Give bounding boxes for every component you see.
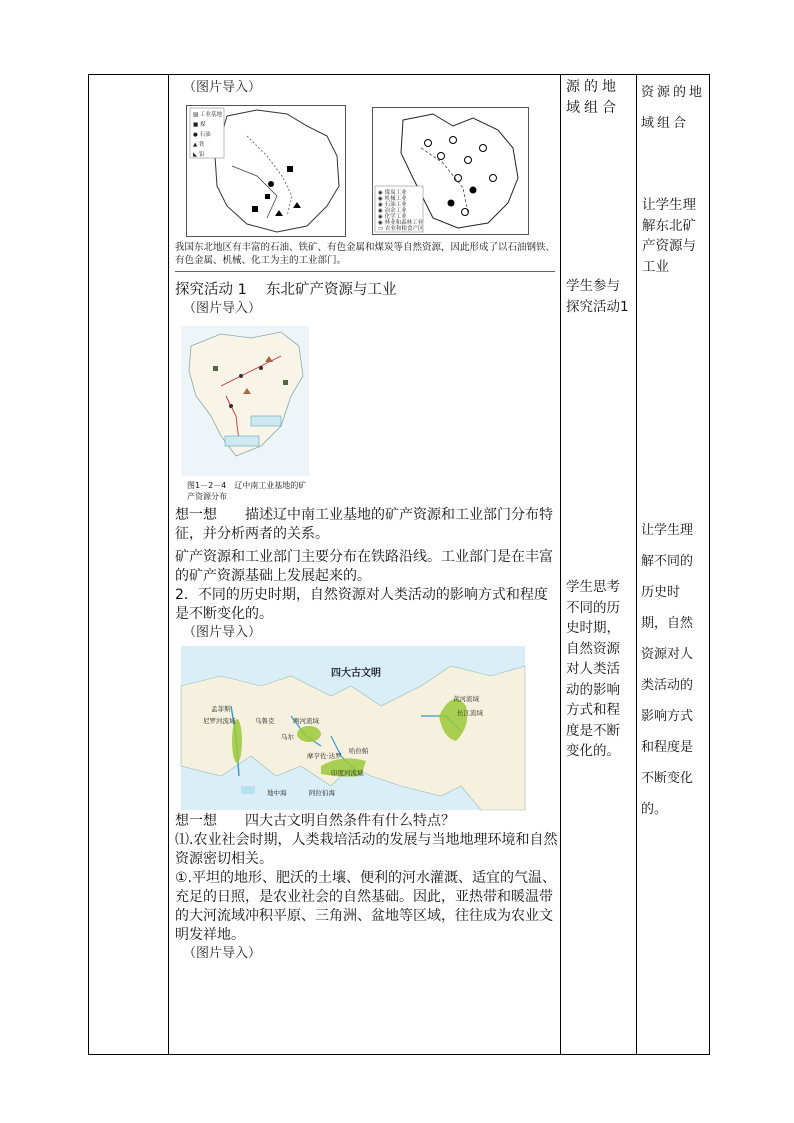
map-note: 我国东北地区有丰富的石油、铁矿、有色金属和煤炭等自然资源，因此形成了以石油钢铁、有色金属、机械、化工为主的工业部门。	[175, 242, 556, 266]
map4-label-8: 黄河流域	[453, 695, 479, 703]
map2-legend-2: 石油工业	[384, 202, 407, 208]
image-caption-3: （图片导入）	[183, 625, 262, 640]
map3-caption: 图1－2－4 辽中南工业基地的矿产资源分布	[187, 481, 307, 501]
student-activity-cell	[561, 75, 637, 1055]
map1-legend-1: 煤	[199, 122, 206, 128]
paragraph-2: ①.平坦的地形、肥沃的土壤、便利的河水灌溉、适宜的气温、充足的日照，是农业社会的自然基础。因此，亚热带和暖温带的大河流域冲积平原、三角洲、盆地等区域，往往成为农业文明发祥地。	[175, 870, 556, 943]
northeast-industry-map: ◉ 煤炭工业 ◉ 机械工业 ◉ 石油工业 ◉ 冶金工业 ◉ 化学工业 ◉ 林业和森林工业 ▭ 农业和粮食产区	[372, 107, 529, 235]
map4-label-3: 两河流域	[293, 717, 319, 725]
map4-label-6: 印度河流域	[331, 769, 364, 777]
map4-label-5: 摩亨佐·达罗	[307, 752, 342, 760]
col4-text-3: 让学生理解不同的历史时期，自然资源对人类活动的影响方式和程度是不断变化的。	[641, 523, 694, 817]
map2-legend-3: 冶金工业	[384, 208, 407, 214]
content-cell	[169, 75, 561, 1055]
map4-label-0: 孟菲斯	[211, 705, 231, 713]
map4-label-2: 乌鲁克	[255, 717, 275, 725]
map4-label-11: 阿拉伯海	[309, 789, 335, 797]
map1-legend-2: 石油	[199, 132, 211, 138]
col4-text-2: 让学生理解东北矿产资源与工业	[642, 197, 696, 275]
map2-legend-1: 机械工业	[384, 196, 407, 202]
map1-legend-4: 铝	[198, 152, 205, 158]
map4-label-1: 尼罗河流域	[203, 717, 236, 725]
image-caption-1: （图片导入）	[183, 80, 262, 95]
liaoning-resource-map	[181, 326, 309, 501]
northeast-resource-map: ▨ 工业基地 ■ 煤 ● 石油 ▲ 铁 ◣ 铝	[186, 105, 346, 237]
paragraph-1: ⑴.农业社会时期，人类栽培活动的发展与当地地理环境和自然资源密切相关。	[175, 832, 558, 867]
col3-text-3: 学生思考不同的历史时期，自然资源对人类活动的影响方式和程度是不断变化的。	[566, 579, 620, 759]
image-caption-4: （图片导入）	[183, 946, 262, 961]
column-1-cell	[89, 75, 169, 1055]
activity-1-title: 探究活动 1 东北矿产资源与工业	[175, 282, 397, 298]
design-intent-cell	[637, 75, 710, 1055]
map2-legend-5: 林业和森林工业	[384, 220, 424, 226]
think-1: 想一想 描述辽中南工业基地的矿产资源和工业部门分布特征，并分析两者的关系。	[175, 507, 553, 542]
map-note-box	[175, 239, 555, 272]
think-2: 想一想 四大古文明自然条件有什么特点？	[175, 813, 455, 829]
col3-text-1: 源的地域组合	[566, 79, 620, 116]
map4-label-9: 长江流域	[457, 709, 483, 717]
map4-label-4: 乌尔	[281, 733, 294, 741]
map2-legend-6: 农业和粮食产区	[384, 226, 424, 232]
lesson-table	[88, 74, 710, 1055]
map4-title: 四大古文明	[331, 668, 381, 679]
answer-1: 矿产资源和工业部门主要分布在铁路沿线。工业部门是在丰富的矿产资源基础上发展起来的。	[175, 549, 553, 584]
map2-legend-4: 化学工业	[384, 214, 407, 220]
map4-label-7: 哈拉帕	[349, 747, 369, 755]
map1-legend-0: 工业基地	[199, 112, 222, 118]
ancient-civilizations-map	[181, 646, 525, 810]
map4-label-10: 地中海	[267, 789, 287, 797]
col4-text-1: 资源的地域组合	[641, 85, 706, 131]
map2-legend-0: 煤炭工业	[384, 190, 407, 196]
image-caption-2: （图片导入）	[183, 301, 262, 316]
map1-legend-3: 铁	[198, 142, 205, 148]
point-2: 2．不同的历史时期，自然资源对人类活动的影响方式和程度是不断变化的。	[175, 587, 548, 622]
col3-text-2: 学生参与探究活动1	[566, 278, 629, 315]
